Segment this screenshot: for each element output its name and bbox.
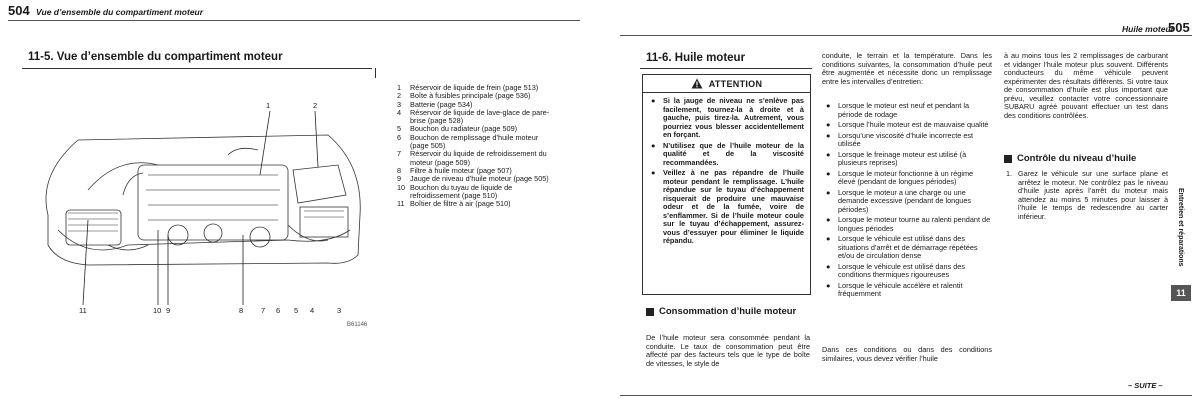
condition-item: ● Lorsque l’huile moteur est de mauvaise qualité xyxy=(826,120,989,129)
legend-item: 7 Réservoir du liquide de refroidissement du moteur (page 509) xyxy=(397,149,547,167)
condition-item: ● Lorsque le moteur tourne au ralenti pendant de longues périodes xyxy=(826,215,991,233)
left-page-number: 504 xyxy=(8,3,30,18)
engine-compartment-figure xyxy=(28,95,380,335)
attention-box xyxy=(642,74,811,295)
conditions-list xyxy=(826,102,992,301)
condition-item: ● Lorsque le moteur est neuf et pendant la période de rodage xyxy=(826,101,970,119)
attention-item: ● Si la jauge de niveau ne s’enlève pas facilement, tournez-la à droite et à gauche, puis tirez-la. Autrement, vous pourriez vous blesser accidentellement en forçant. xyxy=(651,96,804,139)
condition-item: ● Lorsque le véhicule accélère et ralentit fréquemment xyxy=(826,280,963,298)
attention-label: ATTENTION xyxy=(708,78,763,89)
callout-bottom-5: 5 xyxy=(294,306,299,315)
condition-item: ● Lorsque le freinage moteur est utilisé (à plusieurs reprises) xyxy=(826,149,967,167)
left-header-title: Vue d’ensemble du compartiment moteur xyxy=(36,7,204,17)
check-steps xyxy=(1006,170,1168,221)
engine-illustration xyxy=(28,95,380,335)
left-header-rule xyxy=(8,20,580,21)
attention-item: ● N’utilisez que de l’huile moteur de la qualité et de la viscosité recommandées. xyxy=(651,140,804,167)
square-bullet-icon xyxy=(646,308,654,316)
callout-bottom-4: 4 xyxy=(310,306,315,315)
left-section-rule xyxy=(22,68,372,69)
legend-item: 4 Réservoir de liquide de lave-glace de pare-brise (page 528) xyxy=(397,107,550,126)
legend-item: 3 Batterie (page 534) xyxy=(397,99,473,109)
callout-bottom-9: 9 xyxy=(166,306,171,315)
legend-item: 8 Filtre à huile moteur (page 507) xyxy=(397,165,512,175)
condition-item: ● Lorsque le véhicule est utilisé dans des conditions thermiques rigoureuses xyxy=(826,261,965,279)
legend-item: 2 Boîte à fusibles principale (page 536) xyxy=(397,91,531,101)
attention-list xyxy=(643,93,810,246)
right-page-number: 505 xyxy=(1168,20,1190,35)
conditions-outro: Dans ces conditions ou dans des conditions similaires, vous devez vérifier l’huile xyxy=(822,345,992,363)
consumption-intro: De l’huile moteur sera consommée pendant la conduite. Le taux de consommation peut être affecté par des facteurs tels que le type de boîte de vitesses, le style de xyxy=(646,333,810,368)
callout-bottom-3: 3 xyxy=(337,306,342,315)
warning-triangle-icon xyxy=(691,78,703,89)
square-bullet-icon xyxy=(1004,155,1012,163)
legend-item: 1 Réservoir de liquide de frein (page 513) xyxy=(397,83,539,92)
right-section-rule xyxy=(640,68,812,69)
right-header-rule xyxy=(620,35,1192,36)
callout-bottom-8: 8 xyxy=(239,306,244,315)
callout-bottom-7: 7 xyxy=(261,306,266,315)
callout-bottom-6: 6 xyxy=(276,306,281,315)
consumption-advice: à au moins tous les 2 remplissages de carburant et vidanger l’huile moteur plus souvent. Différents conducteurs du même véhicule peuvent expérimenter des résultats différents. Si votre taux de consommation d’huile est plus important que prévu, veuillez contacter votre concessionnaire SUBARU agréé pouvant effectuer un test dans des conditions contrôlées. xyxy=(1004,51,1168,120)
callout-bottom-11: 11 xyxy=(79,306,87,315)
component-legend xyxy=(397,84,557,208)
consumption-heading: Consommation d’huile moteur xyxy=(646,307,808,317)
consumption-conditions-intro: conduite, le terrain et la température. Dans les conditions suivantes, la consommation d’huile peut être augmentée et nécessite donc un remplissage entre les intervalles d’entretien: xyxy=(822,51,992,86)
right-header-title: Huile moteur xyxy=(1122,24,1174,34)
side-tab-number: 11 xyxy=(1171,285,1191,301)
attention-item: ● Veillez à ne pas répandre de l’huile moteur pendant le remplissage. L’huile répandue sur le tuyau d’échappement risquerait de produire une mauvaise odeur et de la fumée, voire de s’enflammer. Si de l’huile moteur coule sur le tuyau d’échappement, assurez-vous d’essuyer pour éliminer le liquide répandu. xyxy=(651,168,804,245)
left-section-title: 11-5. Vue d’ensemble du compartiment moteur xyxy=(28,51,283,63)
right-footer-rule xyxy=(620,395,1192,396)
legend-item: 9 Jauge de niveau d’huile moteur (page 505) xyxy=(397,174,549,184)
condition-item: ● Lorsque le moteur a une charge ou une demande excessive (pendant de longues périodes) xyxy=(826,187,972,214)
callout-bottom-10: 10 xyxy=(153,306,162,315)
legend-item: 11 Boîtier de filtre à air (page 510) xyxy=(397,199,511,209)
left-section-rule-tick xyxy=(375,68,376,78)
figure-code: B61146 xyxy=(347,322,368,328)
callout-top-2: 2 xyxy=(313,101,318,110)
check-level-heading: Contrôle du niveau d’huile xyxy=(1004,154,1168,164)
callout-top-1: 1 xyxy=(266,101,271,110)
continued-footer: – SUITE – xyxy=(1128,381,1163,390)
condition-item: ● Lorsque le moteur fonctionne à un régime élevé (pendant de longues périodes) xyxy=(826,168,974,186)
condition-item: ● Lorsqu’une viscosité d’huile incorrecte est utilisée xyxy=(826,130,974,148)
right-section-title: 11-6. Huile moteur xyxy=(646,52,746,64)
side-tab-label: Entretien et réparations xyxy=(1177,188,1184,267)
check-step: 1. Garez le véhicule sur une surface plane et arrêtez le moteur. Ne contrôlez pas le niveau d’huile juste après l’arrêt du moteur mais attendez au moins 5 minutes pour laisser à l’huile le temps de redescendre au carter inférieur. xyxy=(1006,169,1168,221)
attention-header xyxy=(643,75,810,93)
condition-item: ● Lorsque le véhicule est utilisé dans des situations d’arrêt et de démarrage répétées et/ou de circulation dense xyxy=(826,234,978,260)
legend-item: 10 Bouchon du tuyau de liquide de refroidissement (page 510) xyxy=(397,182,513,200)
legend-item: 6 Bouchon de remplissage d’huile moteur (page 505) xyxy=(397,132,539,151)
legend-item: 5 Bouchon du radiateur (page 509) xyxy=(397,124,518,134)
